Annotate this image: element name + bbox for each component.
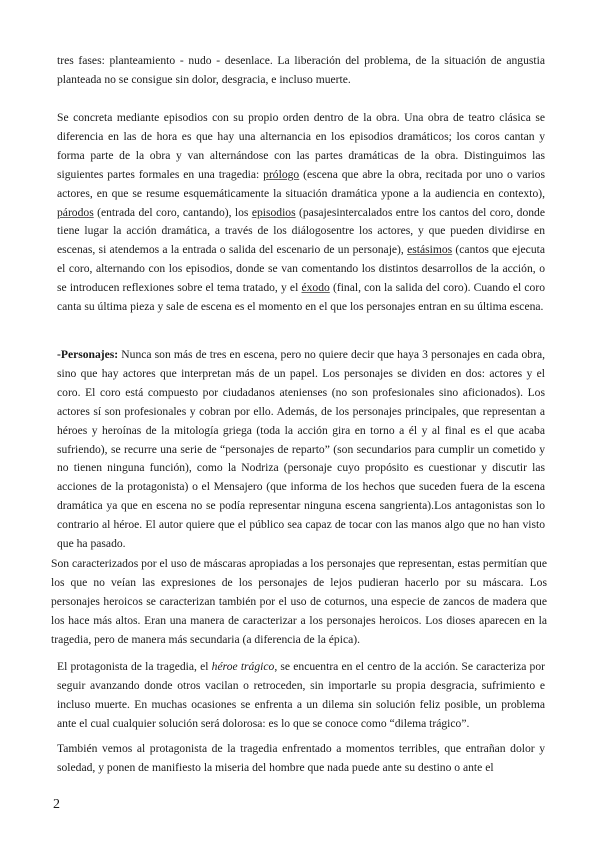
paragraph-text: El protagonista de la tragedia, el	[57, 660, 212, 673]
paragraph-text: También vemos al protagonista de la tragedia enfrentado a momentos terribles, que entrañan dolor y soledad, y ponen de manifiesto la miseria del hombre que nada puede ante su destino o ante el	[57, 742, 545, 774]
paragraph-text: (entrada del coro, cantando), los	[93, 205, 252, 219]
term-estasimos: estásimos	[407, 243, 453, 257]
paragraph-text: (final, con la salida del coro). Cuando el coro canta su última pieza y sale de escena es el momento en el que los personajes entran en su última escena.	[57, 281, 545, 314]
paragraph-text: Nunca son más de tres en escena, pero no quiere decir que haya 3 personajes en cada obra, sino que hay actores que interpretan más de un papel. Los personajes se dividen en dos: actores y el coro. El coro está compuesto por ciudadanos atenienses (no son profesionales sino aficionados). Los actores sí son profesionales y cobran por ello. Además, de los personajes principales, que representan a héroes y heroínas de la mitología griega (toda la acción gira en torno a él y al final es el que acaba sufriendo), se recurre una serie de “personajes de reparto” (son secundarios para cumplir un cometido y no tienen ninguna función), como la Nodriza (personaje cuyo propósito es cuestionar y discutir las acciones de la protagonista) o el Mensajero (que informa de los hechos que suceden fuera de la escena dramática ya que en escena no se podía representar ninguna escena sangrienta).Los antagonistas son lo contrario al héroe. El autor quiere que el público sea capaz de tocar con las manos algo que no han visto que ha pasado.	[57, 348, 545, 551]
term-prologo: prólogo	[263, 167, 300, 181]
paragraph-text: (pasajesintercalados entre los cantos del coro, donde tiene lugar la acción dramática, a través de los diálogosentre los actores, y que pueden dividirse en escenas, si atendemos a la entrada o salida del escenario de un personaje),	[57, 205, 545, 257]
term-episodios: episodios	[251, 205, 296, 219]
paragraph-text: Se concreta mediante episodios con su propio orden dentro de la obra. Una obra de teatro clásica se diferencia en las de hora es que hay una alternancia en los episodios dramáticos; los coros cantan y forma parte de la obra y van alternándose con las partes dramáticas de la obra. Distinguimos las siguientes partes formales en una tragedia:	[57, 111, 545, 181]
paragraph-mascaras	[51, 555, 547, 650]
paragraph-tres-fases	[57, 52, 545, 90]
paragraph-momentos-terribles	[57, 740, 545, 778]
paragraph-text: Son caracterizados por el uso de máscaras apropiadas a los personajes que representan, estas permitían que los que no veían las expresiones de los personajes de lejos pudieran hacerlo por su máscara. Los personajes heroicos se caracterizan también por el uso de coturnos, una especie de zancos de madera que los hace más altos. Eran una manera de caracterizar a los personajes heroicos. Los dioses aparecen en la tragedia, pero de manera más secundaria (a diferencia de la épica).	[51, 557, 547, 646]
paragraph-text: tres fases: planteamiento - nudo - desenlace. La liberación del problema, de la situación de angustia planteada no se consigue sin dolor, desgracia, e incluso muerte.	[57, 54, 545, 86]
page-number: 2	[53, 797, 60, 812]
section-label-personajes: -Personajes:	[57, 348, 119, 361]
paragraph-text: (cantos que ejecuta el coro, alternando con los episodios, donde se van comentando los distintos desarrollos de la acción, o se introducen reflexiones sobre el tema tratado, y el	[57, 243, 545, 295]
term-parodos: párodos	[57, 205, 94, 219]
term-heroe-tragico: héroe trágico	[211, 660, 275, 673]
paragraph-text: , se encuentra en el centro de la acción. Se caracteriza por seguir avanzando donde otros vacilan o retroceden, sin importarle su propia desgracia, sufrimiento e incluso muerte. En muchas ocasiones se enfrenta a un dilema sin solución feliz posible, un problema ante el cual cualquier solución será dolorosa: es lo que se conoce como “dilema trágico”.	[57, 660, 546, 730]
paragraph-heroe-tragico	[57, 658, 545, 734]
paragraph-partes-formales	[57, 109, 545, 317]
paragraph-personajes	[57, 346, 545, 554]
term-exodo: éxodo	[301, 281, 330, 295]
paragraph-text: (escena que abre la obra, recitada por uno o varios actores, en que se resume esquemáticamente la situación dramática ypone a la audiencia en contexto),	[57, 167, 545, 200]
